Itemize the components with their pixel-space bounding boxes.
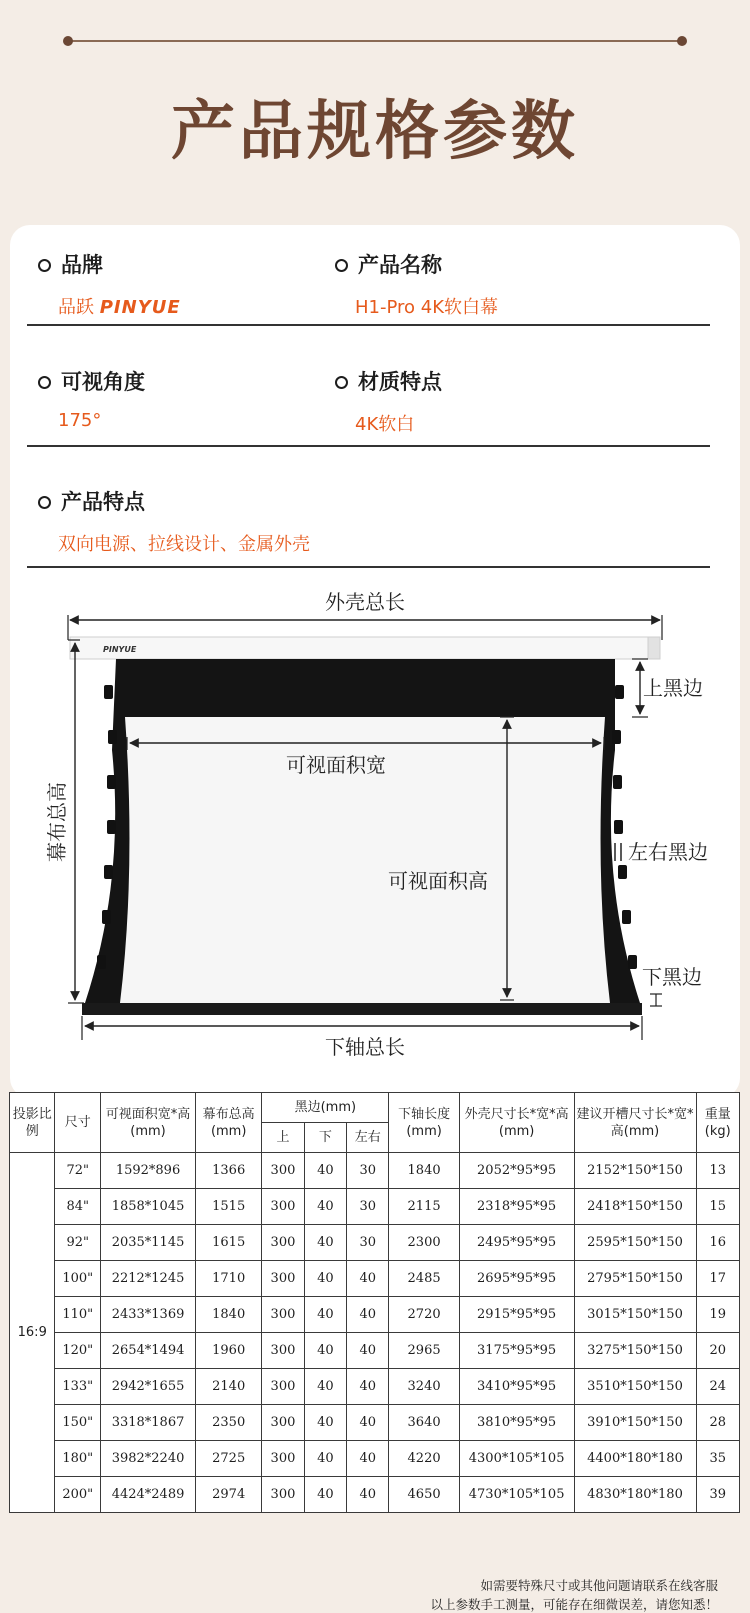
cell-size: 120" <box>55 1333 100 1369</box>
cell-screen-height: 1515 <box>196 1189 262 1225</box>
header-housing: 外壳尺寸长*宽*高(mm) <box>459 1093 574 1153</box>
visible-height-label: 可视面积高 <box>388 869 488 893</box>
cell-bottom-bar: 2115 <box>389 1189 459 1225</box>
cell-bottom-bar: 1840 <box>389 1153 459 1189</box>
cell-visible-area: 2654*1494 <box>100 1333 195 1369</box>
cell-slot: 3015*150*150 <box>574 1297 696 1333</box>
cell-screen-height: 1960 <box>196 1333 262 1369</box>
cell-bottom-bar: 2720 <box>389 1297 459 1333</box>
cell-size: 133" <box>55 1369 100 1405</box>
cell-border-top: 300 <box>262 1441 304 1477</box>
cell-border-side: 40 <box>347 1405 389 1441</box>
cell-weight: 39 <box>696 1477 740 1513</box>
cell-border-top: 300 <box>262 1477 304 1513</box>
cell-size: 150" <box>55 1405 100 1441</box>
table-row <box>10 1333 740 1369</box>
header-screen-height: 幕布总高(mm) <box>196 1093 262 1153</box>
table-row <box>10 1405 740 1441</box>
cell-weight: 16 <box>696 1225 740 1261</box>
cell-border-bottom: 40 <box>304 1477 346 1513</box>
cell-size: 110" <box>55 1297 100 1333</box>
spec-value: 双向电源、拉线设计、金属外壳 <box>58 534 310 555</box>
cell-border-bottom: 40 <box>304 1153 346 1189</box>
cell-visible-area: 3318*1867 <box>100 1405 195 1441</box>
cell-slot: 3275*150*150 <box>574 1333 696 1369</box>
cell-border-side: 40 <box>347 1477 389 1513</box>
spec-label: 品牌 <box>61 253 103 277</box>
note-line-1: 如需要特殊尺寸或其他问题请联系在线客服 <box>480 1578 718 1593</box>
note-line-2: 以上参数手工测量，可能存在细微误差，请您知悉！ <box>430 1597 718 1612</box>
bottom-bar-length-label: 下轴总长 <box>325 1035 405 1059</box>
cell-border-side: 40 <box>347 1261 389 1297</box>
cell-housing: 4730*105*105 <box>459 1477 574 1513</box>
housing-logo: PINYUE <box>103 645 137 654</box>
cell-weight: 35 <box>696 1441 740 1477</box>
table-row <box>10 1189 740 1225</box>
cell-housing: 2052*95*95 <box>459 1153 574 1189</box>
cell-weight: 19 <box>696 1297 740 1333</box>
cell-bottom-bar: 2300 <box>389 1225 459 1261</box>
cell-visible-area: 4424*2489 <box>100 1477 195 1513</box>
cell-weight: 17 <box>696 1261 740 1297</box>
cell-size: 84" <box>55 1189 100 1225</box>
spec-label: 材质特点 <box>358 370 442 394</box>
cell-weight: 20 <box>696 1333 740 1369</box>
cell-border-bottom: 40 <box>304 1441 346 1477</box>
cell-bottom-bar: 2485 <box>389 1261 459 1297</box>
cell-housing: 4300*105*105 <box>459 1441 574 1477</box>
header-slot: 建议开槽尺寸长*宽*高(mm) <box>574 1093 696 1153</box>
brand-name-cn: 品跃 <box>58 297 94 318</box>
cell-border-bottom: 40 <box>304 1189 346 1225</box>
cell-border-bottom: 40 <box>304 1333 346 1369</box>
header-bottom-bar: 下轴长度(mm) <box>389 1093 459 1153</box>
header-border-side: 左右 <box>347 1123 389 1153</box>
cell-border-bottom: 40 <box>304 1261 346 1297</box>
cell-border-bottom: 40 <box>304 1369 346 1405</box>
housing-bar <box>70 637 660 659</box>
cell-ratio: 16:9 <box>10 1153 55 1513</box>
cell-screen-height: 1710 <box>196 1261 262 1297</box>
cell-size: 72" <box>55 1153 100 1189</box>
cell-border-side: 30 <box>347 1189 389 1225</box>
cell-slot: 2795*150*150 <box>574 1261 696 1297</box>
header-visible-area: 可视面积宽*高(mm) <box>100 1093 195 1153</box>
cell-border-top: 300 <box>262 1297 304 1333</box>
cell-housing: 2318*95*95 <box>459 1189 574 1225</box>
cell-border-side: 30 <box>347 1153 389 1189</box>
cell-housing: 2495*95*95 <box>459 1225 574 1261</box>
cell-weight: 28 <box>696 1405 740 1441</box>
cell-border-bottom: 40 <box>304 1405 346 1441</box>
cell-screen-height: 2140 <box>196 1369 262 1405</box>
bottom-border-label: 下黑边 <box>642 965 702 989</box>
cell-slot: 2418*150*150 <box>574 1189 696 1225</box>
cell-border-bottom: 40 <box>304 1225 346 1261</box>
cell-slot: 2595*150*150 <box>574 1225 696 1261</box>
table-row <box>10 1153 740 1189</box>
header-size: 尺寸 <box>55 1093 100 1153</box>
spec-value: 175° <box>58 410 102 431</box>
cell-screen-height: 1840 <box>196 1297 262 1333</box>
spec-label: 产品名称 <box>358 253 442 277</box>
housing-length-label: 外壳总长 <box>325 590 405 614</box>
cell-screen-height: 1366 <box>196 1153 262 1189</box>
cell-slot: 3510*150*150 <box>574 1369 696 1405</box>
cell-bottom-bar: 3240 <box>389 1369 459 1405</box>
cell-visible-area: 1858*1045 <box>100 1189 195 1225</box>
cell-border-side: 30 <box>347 1225 389 1261</box>
table-row <box>10 1261 740 1297</box>
cell-weight: 13 <box>696 1153 740 1189</box>
cell-slot: 4830*180*180 <box>574 1477 696 1513</box>
cell-housing: 2915*95*95 <box>459 1297 574 1333</box>
cell-visible-area: 2035*1145 <box>100 1225 195 1261</box>
cell-weight: 24 <box>696 1369 740 1405</box>
cell-border-bottom: 40 <box>304 1297 346 1333</box>
cell-housing: 3810*95*95 <box>459 1405 574 1441</box>
cell-visible-area: 1592*896 <box>100 1153 195 1189</box>
cell-screen-height: 2350 <box>196 1405 262 1441</box>
cell-border-top: 300 <box>262 1333 304 1369</box>
spec-value: H1-Pro 4K软白幕 <box>355 297 499 318</box>
header-border: 黑边(mm) <box>262 1093 389 1123</box>
cell-weight: 15 <box>696 1189 740 1225</box>
cell-housing: 3175*95*95 <box>459 1333 574 1369</box>
cell-visible-area: 2212*1245 <box>100 1261 195 1297</box>
table-body <box>10 1153 740 1513</box>
table-row <box>10 1441 740 1477</box>
brand-name-en: PINYUE <box>99 297 181 318</box>
cell-bottom-bar: 3640 <box>389 1405 459 1441</box>
screen-height-label: 幕布总高 <box>45 782 69 862</box>
table-row <box>10 1369 740 1405</box>
cell-border-top: 300 <box>262 1189 304 1225</box>
top-border-label: 上黑边 <box>643 676 703 700</box>
cell-border-top: 300 <box>262 1261 304 1297</box>
cell-size: 200" <box>55 1477 100 1513</box>
housing-end-cap <box>648 637 660 659</box>
cell-border-side: 40 <box>347 1369 389 1405</box>
cell-size: 180" <box>55 1441 100 1477</box>
cell-border-top: 300 <box>262 1153 304 1189</box>
cell-border-side: 40 <box>347 1441 389 1477</box>
cell-visible-area: 2433*1369 <box>100 1297 195 1333</box>
table-row <box>10 1477 740 1513</box>
header-border-top: 上 <box>262 1123 304 1153</box>
cell-border-side: 40 <box>347 1333 389 1369</box>
cell-border-top: 300 <box>262 1369 304 1405</box>
cell-visible-area: 3982*2240 <box>100 1441 195 1477</box>
cell-size: 92" <box>55 1225 100 1261</box>
spec-label: 产品特点 <box>61 490 145 514</box>
cell-slot: 4400*180*180 <box>574 1441 696 1477</box>
cell-size: 100" <box>55 1261 100 1297</box>
cell-screen-height: 2974 <box>196 1477 262 1513</box>
cell-housing: 2695*95*95 <box>459 1261 574 1297</box>
table-row <box>10 1225 740 1261</box>
cell-visible-area: 2942*1655 <box>100 1369 195 1405</box>
cell-slot: 2152*150*150 <box>574 1153 696 1189</box>
cell-border-side: 40 <box>347 1297 389 1333</box>
cell-bottom-bar: 4220 <box>389 1441 459 1477</box>
cell-screen-height: 1615 <box>196 1225 262 1261</box>
header-ratio: 投影比例 <box>10 1093 55 1153</box>
header-border-bottom: 下 <box>304 1123 346 1153</box>
cell-bottom-bar: 4650 <box>389 1477 459 1513</box>
visible-width-label: 可视面积宽 <box>286 753 386 777</box>
spec-value: 4K软白 <box>355 414 415 435</box>
page-title: 产品规格参数 <box>171 95 579 169</box>
cell-screen-height: 2725 <box>196 1441 262 1477</box>
header-weight: 重量(kg) <box>696 1093 740 1153</box>
spec-table <box>9 1092 740 1513</box>
cell-housing: 3410*95*95 <box>459 1369 574 1405</box>
bottom-bar <box>82 1003 642 1015</box>
cell-slot: 3910*150*150 <box>574 1405 696 1441</box>
cell-border-top: 300 <box>262 1225 304 1261</box>
spec-label: 可视角度 <box>61 370 145 394</box>
table-header-row <box>10 1093 740 1123</box>
table-row <box>10 1297 740 1333</box>
cell-bottom-bar: 2965 <box>389 1333 459 1369</box>
side-border-label: 左右黑边 <box>628 840 708 864</box>
cell-border-top: 300 <box>262 1405 304 1441</box>
